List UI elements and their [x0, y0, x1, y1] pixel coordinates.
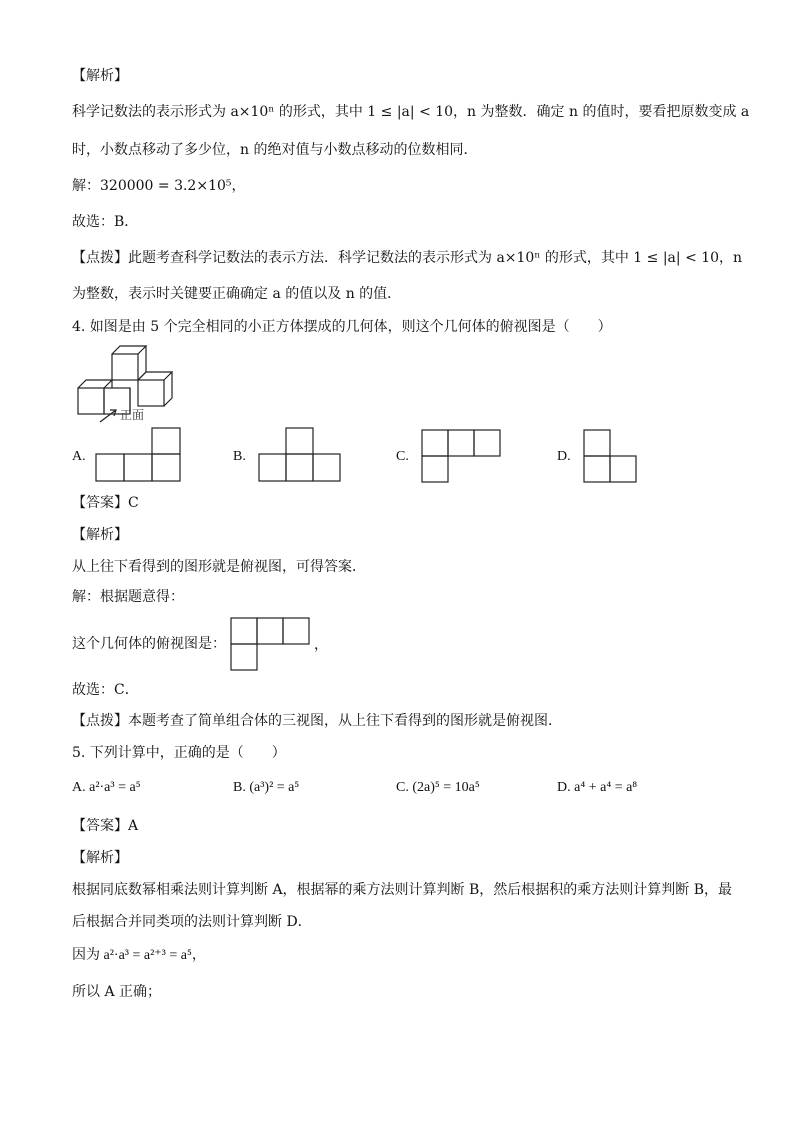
q4-analysis: 从上往下看得到的图形就是俯视图，可得答案． — [72, 559, 366, 575]
front-view-label: 正面 — [120, 408, 145, 422]
q4-option-b-figure — [257, 428, 347, 484]
q4-choice: 故选：C． — [72, 682, 139, 698]
q4-comment: 【点拨】本题考查了简单组合体的三视图，从上往下看得到的图形就是俯视图． — [72, 713, 562, 729]
q3-analysis-line1: 科学记数法的表示形式为 a×10ⁿ 的形式，其中 1 ≤ |a| < 10，n 为整数．确定 n 的值时，要看把原数变成 a — [72, 104, 750, 120]
q3-analysis-heading: 【解析】 — [72, 68, 128, 84]
q4-answer: 【答案】C — [72, 495, 139, 511]
q4-option-d-label: D. — [557, 449, 571, 464]
q3-choice: 故选：B． — [72, 214, 139, 230]
q4-option-a-figure — [94, 428, 184, 484]
q4-option-d-figure — [582, 428, 642, 484]
q5-option-a: A. a²·a³ = a⁵ — [72, 780, 141, 795]
q5-option-d: D. a⁴ + a⁴ = a⁸ — [557, 780, 638, 795]
q3-comment-line1: 【点拨】此题考查科学记数法的表示方法．科学记数法的表示形式为 a×10ⁿ 的形式，其中 1 ≤ |a| < 10，n — [72, 250, 743, 266]
q4-option-a-label: A. — [72, 449, 86, 464]
q3-comment-line2: 为整数，表示时关键要正确确定 a 的值以及 n 的值． — [72, 286, 402, 302]
q5-answer: 【答案】A — [72, 818, 139, 834]
q5-stem: 5. 下列计算中，正确的是（ ） — [72, 745, 286, 761]
q5-option-b: B. (a³)² = a⁵ — [233, 780, 300, 795]
q5-analysis-line2: 后根据合并同类项的法则计算判断 D． — [72, 914, 312, 930]
q5-option-c: C. (2a)⁵ = 10a⁵ — [396, 780, 480, 795]
q4-solution-intro: 解：根据题意得： — [72, 589, 184, 605]
q4-solution-tail: ， — [314, 637, 328, 653]
q5-so: 所以 A 正确； — [72, 984, 162, 1000]
q3-analysis-line2: 时，小数点移动了多少位，n 的绝对值与小数点移动的位数相同． — [72, 142, 478, 158]
q5-analysis-line1: 根据同底数幂相乘法则计算判断 A，根据幂的乘方法则计算判断 B，然后根据积的乘方法则计算判断 B，最 — [72, 882, 733, 898]
q4-solution-line: 这个几何体的俯视图是： — [72, 636, 226, 652]
q5-because: 因为 a²·a³ = a²⁺³ = a⁵， — [72, 948, 206, 963]
q4-solution-figure — [230, 617, 312, 671]
q4-option-b-label: B. — [233, 449, 246, 464]
q4-stem: 4. 如图是由 5 个完全相同的小正方体摆成的几何体，则这个几何体的俯视图是（ ） — [72, 319, 612, 335]
q5-analysis-heading: 【解析】 — [72, 850, 128, 866]
q4-analysis-heading: 【解析】 — [72, 527, 128, 543]
q4-option-c-label: C. — [396, 449, 409, 464]
q3-solution: 解：320000 = 3.2×10⁵， — [72, 178, 246, 194]
q4-option-c-figure — [420, 428, 510, 484]
